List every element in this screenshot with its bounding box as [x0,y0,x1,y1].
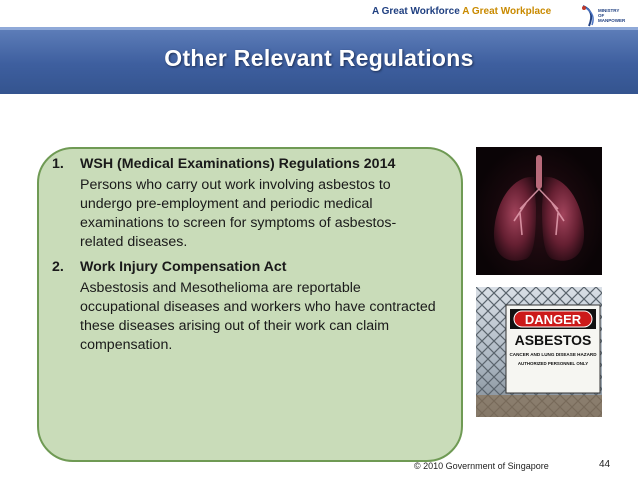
copyright-text: © 2010 Government of Singapore [414,461,549,471]
regulation-description: Persons who carry out work involving asbestos to undergo pre-employment and periodic medical examinations to screen for symptoms of asbestos-related diseases. [80,177,397,250]
slide-title: Other Relevant Regulations [164,45,474,71]
item-number: 2. [52,259,64,275]
lungs-illustration [476,147,602,275]
item-heading-text: Work Injury Compensation Act [80,259,287,275]
regulation-heading [52,258,437,277]
asbestos-danger-sign-image [476,287,602,417]
danger-sign-illustration [476,287,602,417]
logo-text-line-1: MINISTRY OF [598,8,620,18]
sign-danger-text: DANGER [524,312,582,327]
tagline-part-2: A Great Workplace [462,6,552,17]
regulation-item [52,155,437,252]
sign-asbestos-text: ASBESTOS [514,332,592,348]
logo-text-line-2: MANPOWER [598,18,626,23]
item-heading-text: WSH (Medical Examinations) Regulations 2014 [80,156,396,172]
sign-hazard-text: CANCER AND LUNG DISEASE HAZARD [509,352,597,357]
regulation-heading [52,155,437,174]
item-number: 1. [52,156,64,172]
tagline [372,6,551,17]
regulations-list [52,155,437,361]
regulation-item [52,258,437,355]
sign-personnel-text: AUTHORIZED PERSONNEL ONLY [517,361,589,366]
page-number: 44 [599,459,611,470]
lungs-image [476,147,602,275]
regulation-description: Asbestosis and Mesothelioma are reportable occupational diseases and workers who have contracted these diseases arising out of their work can claim compensation. [80,280,436,353]
ministry-logo-emblem [580,4,598,28]
tagline-part-1: A Great Workforce [372,6,460,17]
ministry-logo-text [598,8,625,23]
